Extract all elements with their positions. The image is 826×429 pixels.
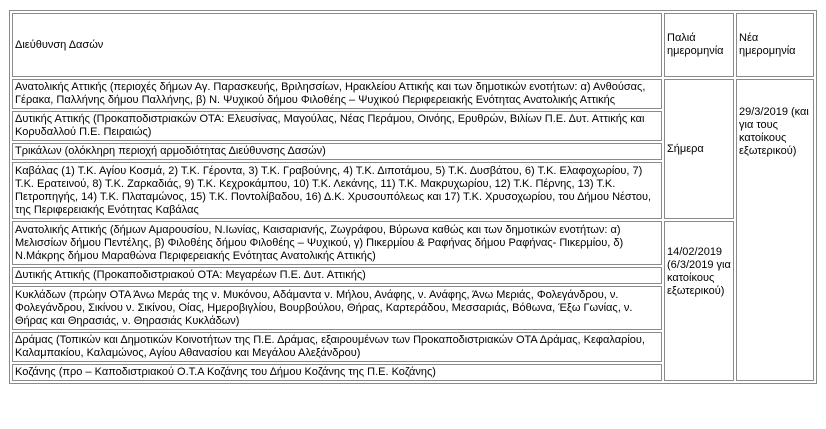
directorate-cell: Ανατολικής Αττικής (δήμων Αμαρουσίου, Ν.Ιωνίας, Καισαριανής, Ζωγράφου, Βύρωνα καθώς και των δημοτικών ενοτήτων: α) Μελισσίων δήμου Πεντέλης, β) Φιλοθέης δήμου Φιλοθέης – Ψυχικού, γ) Πικερμίου & Ραφήνας δήμου Ραφήνας- Πικερμίου, δ) Ν.Μάκρης δήμου Μαραθώνα Περιφερειακής Ενότητας Ανατολικής Αττικής) bbox=[12, 221, 662, 265]
directorate-cell: Δυτικής Αττικής (Προκαποδιστριακού ΟΤΑ: Μεγαρέων Π.Ε. Δυτ. Αττικής) bbox=[12, 267, 662, 284]
header-row bbox=[12, 13, 814, 77]
forest-directorates-table bbox=[9, 10, 817, 384]
table-row bbox=[12, 79, 814, 109]
directorate-cell: Ανατολικής Αττικής (περιοχές δήμων Αγ. Παρασκευής, Βριλησσίων, Ηρακλείου Αττικής και των δημοτικών ενοτήτων: α) Ανθούσας, Γέρακα, Παλλήνης δήμου Παλλήνης, β) Ν. Ψυχικού δήμου Φιλοθέης – Ψυχικού Περιφερειακής Ενότητας Ανατολικής Αττικής bbox=[12, 79, 662, 109]
directorate-cell: Δράμας (Τοπικών και Δημοτικών Κοινοτήτων της Π.Ε. Δράμας, εξαιρουμένων των Προκαποδιστριακών ΟΤΑ Δράμας, Κεφαλαρίου, Καλαμπακίου, Καλαμώνος, Αγίου Αθανασίου και Μεγάλου Αλεξάνδρου) bbox=[12, 332, 662, 362]
table-row bbox=[12, 221, 814, 265]
old-date-cell: 14/02/2019 (6/3/2019 για κατοίκους εξωτερικού) bbox=[664, 221, 734, 381]
directorate-cell: Τρικάλων (ολόκληρη περιοχή αρμοδιότητας Διεύθυνσης Δασών) bbox=[12, 143, 662, 160]
header-directorate: Διεύθυνση Δασών bbox=[12, 13, 662, 77]
header-old-date: Παλιά ημερομηνία bbox=[664, 13, 734, 77]
directorate-cell: Καβάλας (1) Τ.Κ. Αγίου Κοσμά, 2) Τ.Κ. Γέροντα, 3) Τ.Κ. Γραβούνης, 4) Τ.Κ. Διποτάμου, 5) Τ.Κ. Δυσβάτου, 6) Τ.Κ. Ελαφοχωρίου, 7) Τ.Κ. Ερατεινού, 8) Τ.Κ. Ζαρκαδιάς, 9) Τ.Κ. Κεχροκάμπου, 10) Τ.Κ. Λεκάνης, 11) Τ.Κ. Μακρυχωρίου, 12) Τ.Κ. Πέρνης, 13) Τ.Κ. Πετροπηγής, 14) Τ.Κ. Πλαταμώνος, 15) Τ.Κ. Ποντολίβαδου, 16) Δ.Κ. Χρυσουπόλεως και 17) Τ.Κ. Χρυσοχωρίου, του Δήμου Νέστου, της Περιφερειακής Ενότητας Καβάλας bbox=[12, 162, 662, 219]
directorate-cell: Κυκλάδων (πρώην ΟΤΑ Άνω Μεράς της ν. Μυκόνου, Αδάμαντα ν. Μήλου, Ανάφης, ν. Ανάφης, Άνω Μεριάς, Φολεγάνδρου, ν. Φολεγάνδρου, Σικίνου ν. Σικίνου, Οίας, Ημεροβιγλίου, Βουρβούλου, Θήρας, Καρτεράδου, Μεσσαριάς, Βόθωνα, Έξω Γωνίας, ν. Θήρας και Θηρασιάς, ν. Θηρασιάς Κυκλάδων) bbox=[12, 286, 662, 330]
old-date-cell: Σήμερα bbox=[664, 79, 734, 219]
deadline-table-container bbox=[9, 10, 817, 384]
directorate-cell: Κοζάνης (προ – Καποδιστριακού Ο.Τ.Α Κοζάνης του Δήμου Κοζάνης της Π.Ε. Κοζάνης) bbox=[12, 364, 662, 381]
new-date-cell: 29/3/2019 (και για τους κατοίκους εξωτερικού) bbox=[736, 79, 814, 381]
directorate-cell: Δυτικής Αττικής (Προκαποδιστριακών ΟΤΑ: Ελευσίνας, Μαγούλας, Νέας Περάμου, Οινόης, Ερυθρών, Βιλίων Π.Ε. Δυτ. Αττικής και Κορυδαλλού Π.Ε. Πειραιώς) bbox=[12, 111, 662, 141]
header-new-date: Νέα ημερομηνία bbox=[736, 13, 814, 77]
